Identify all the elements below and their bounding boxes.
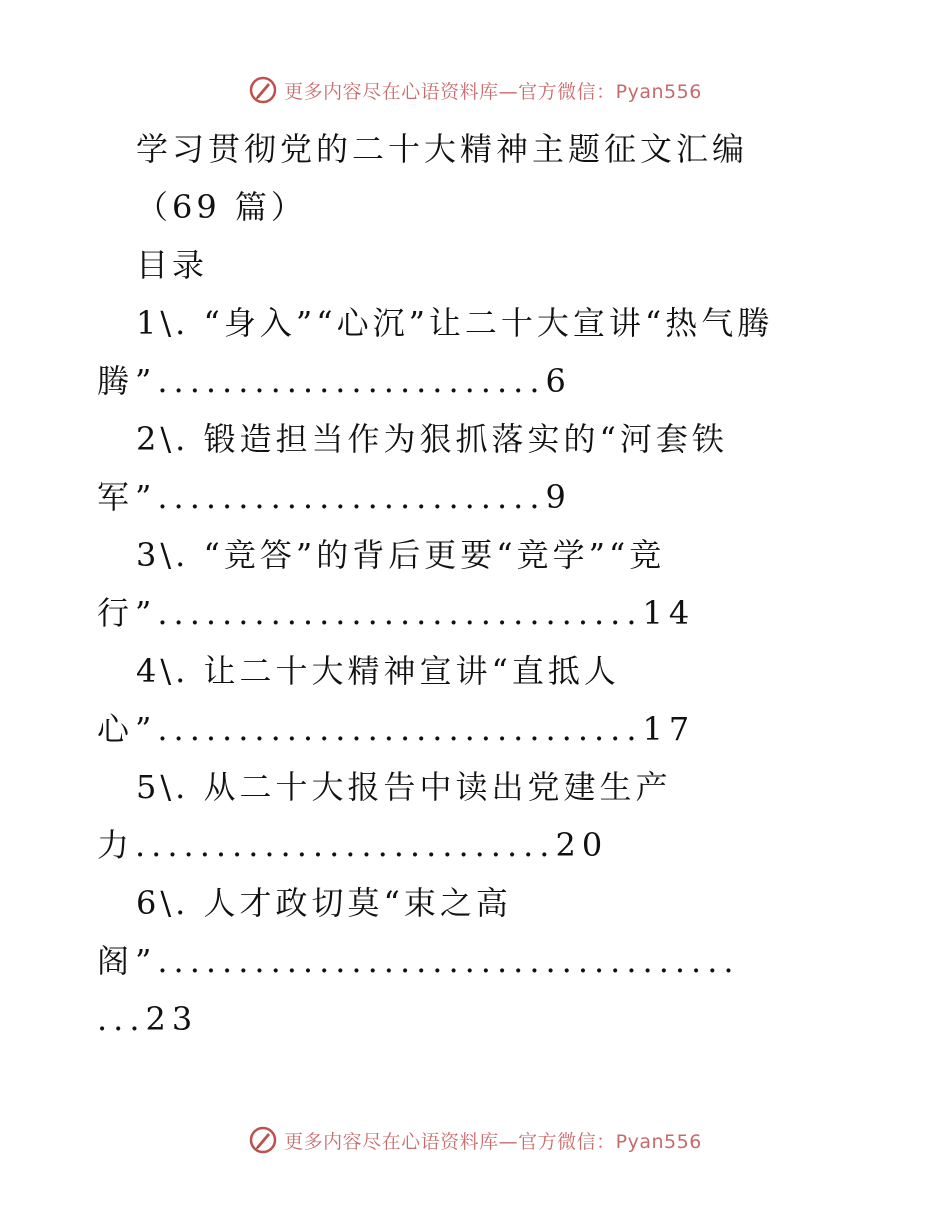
toc-entry-6-line-2: 阁”.................................... (97, 942, 740, 980)
toc-entry-2-line-1: 2\. 锻造担当作为狠抓落实的“河套铁 (136, 420, 728, 458)
toc-entry-4-line-1: 4\. 让二十大精神宣讲“直抵人 (136, 652, 620, 690)
toc-entry-3-line-2: 行”..............................14 (97, 594, 696, 632)
footer-watermark-banner (0, 1120, 950, 1160)
toc-entry-1-line-1: 1\. “身入”“心沉”让二十大宣讲“热气腾 (136, 304, 774, 342)
quill-logo-icon (248, 75, 278, 105)
header-banner-handle: Pyan556 (615, 80, 702, 103)
toc-entry-1-line-2: 腾”........................6 (97, 362, 572, 400)
quill-logo-icon (248, 1125, 278, 1155)
document-subtitle: （69 篇） (136, 188, 307, 226)
toc-entry-5-line-1: 5\. 从二十大报告中读出党建生产 (136, 768, 672, 806)
toc-entry-4-line-2: 心”..............................17 (97, 710, 696, 748)
toc-entry-3-line-1: 3\. “竞答”的背后更要“竞学”“竞 (136, 536, 666, 574)
footer-banner-handle: Pyan556 (615, 1130, 702, 1153)
toc-entry-6-line-3: ...23 (97, 1000, 199, 1038)
toc-entry-6-line-1: 6\. 人才政切莫“束之高 (136, 884, 512, 922)
document-title: 学习贯彻党的二十大精神主题征文汇编 (136, 130, 749, 168)
header-banner-text: 更多内容尽在心语资料库—官方微信：Pyan556 (284, 80, 702, 103)
toc-heading: 目录 (136, 246, 209, 284)
toc-entry-2-line-2: 军”........................9 (97, 478, 572, 516)
toc-entry-5-line-2: 力..........................20 (97, 826, 609, 864)
footer-banner-text: 更多内容尽在心语资料库—官方微信：Pyan556 (284, 1130, 702, 1153)
header-watermark-banner (0, 70, 950, 110)
